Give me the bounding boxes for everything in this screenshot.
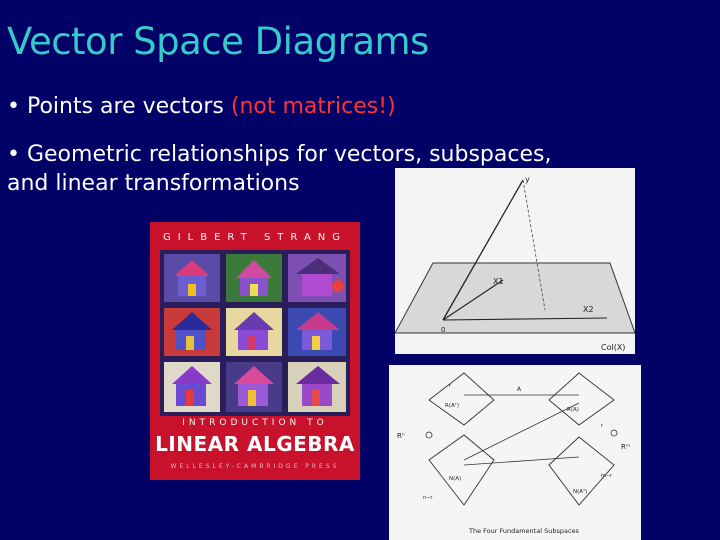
label-x1: X1 xyxy=(493,277,504,286)
quilt-block xyxy=(164,308,220,356)
four-subspaces-diagram xyxy=(389,365,641,540)
bullet-text: • Points are vectors xyxy=(7,94,231,119)
label-left-null-space: N(Aᵀ) xyxy=(573,489,588,495)
label-dim-r: r xyxy=(449,383,452,389)
book-subtitle: INTRODUCTION TO xyxy=(182,418,328,428)
label-column-space: R(A) xyxy=(567,407,579,413)
quilt-pattern xyxy=(160,250,350,416)
column-space-plane xyxy=(395,263,635,333)
label-rm: Rᵐ xyxy=(621,443,631,451)
null-space-box xyxy=(429,435,494,505)
bullet-line-1: • Geometric relationships for vectors, subspaces, xyxy=(7,142,552,167)
book-publisher: WELLESLEY-CAMBRIDGE PRESS xyxy=(170,463,340,470)
label-a: A xyxy=(517,386,522,393)
book-author: GILBERT STRANG xyxy=(162,232,348,243)
bullet-note: (not matrices!) xyxy=(230,94,396,119)
map-arrow xyxy=(464,403,579,460)
diagram-caption: The Four Fundamental Subspaces xyxy=(469,527,579,535)
bullet-line-2: and linear transformations xyxy=(7,171,300,196)
label-origin: 0 xyxy=(441,326,446,334)
bullet-points-are-vectors xyxy=(7,92,396,121)
book-cover-image xyxy=(150,222,360,480)
label-plane: Col(X) xyxy=(601,343,626,352)
book-title: LINEAR ALGEBRA xyxy=(155,432,355,456)
label-null-space: N(A) xyxy=(449,476,462,482)
label-row-space: R(Aᵀ) xyxy=(445,403,459,409)
label-rn: Rⁿ xyxy=(397,432,405,440)
quilt-block xyxy=(226,308,282,356)
row-space-box xyxy=(429,373,494,425)
label-x2: X2 xyxy=(583,305,594,314)
projection-diagram xyxy=(395,168,635,354)
quilt-block xyxy=(164,254,220,302)
label-dim-m-r: m−r xyxy=(601,473,613,479)
quilt-block xyxy=(226,254,282,302)
quilt-block xyxy=(226,362,282,412)
column-space-box xyxy=(549,373,614,425)
label-dim-n-r: n−r xyxy=(423,495,433,501)
label-dim-r: r xyxy=(601,423,604,429)
slide-title: Vector Space Diagrams xyxy=(7,20,429,63)
quilt-block xyxy=(288,362,346,412)
label-y: y xyxy=(525,175,530,184)
quilt-block xyxy=(288,308,346,356)
map-arrow xyxy=(464,457,579,465)
quilt-block xyxy=(288,254,346,302)
quilt-block xyxy=(164,362,220,412)
